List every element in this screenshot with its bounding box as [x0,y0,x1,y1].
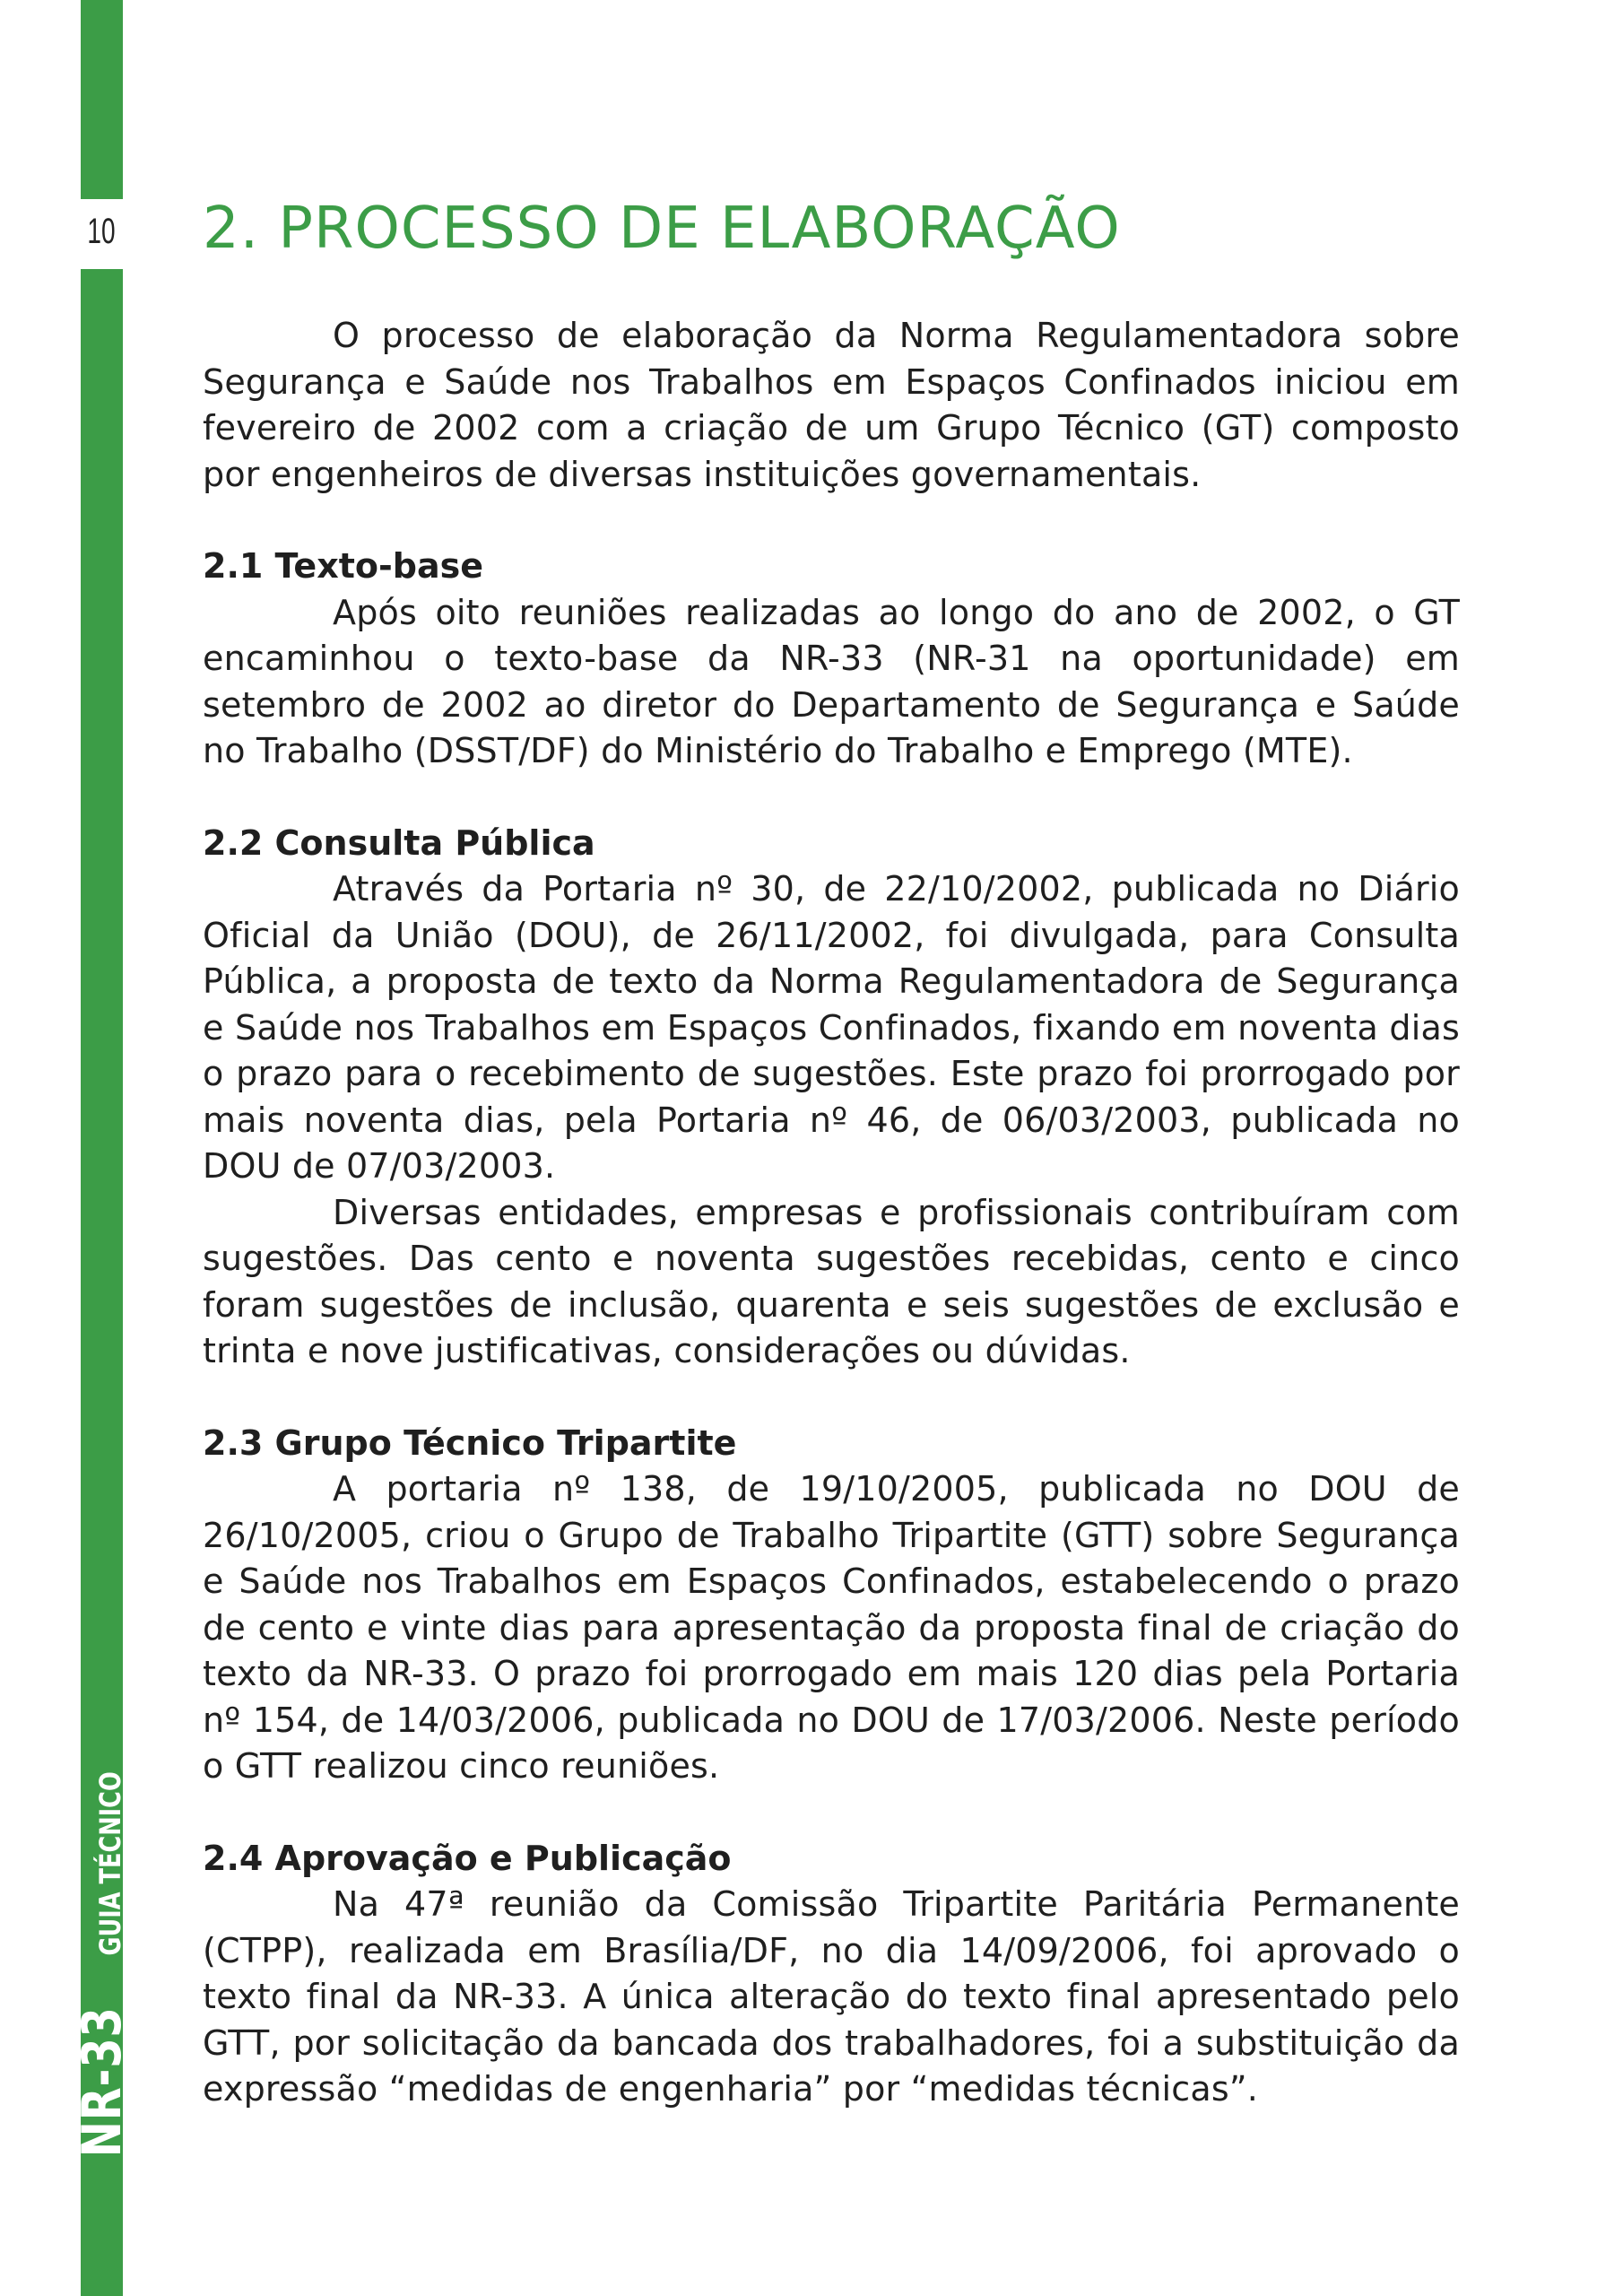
section-heading-2-4: 2.4 Aprovação e Publicação [203,1838,732,1878]
section-2-1-paragraph: Após oito reuniões realizadas ao longo do ano de 2002, o GT encaminhou o texto-base da NR-33 (NR-31 na oportunidade) em setembro de 2002 ao diretor do Departamento de Segurança e Saúde no Trabalho (DSST/DF) do Ministério do Trabalho e Emprego (MTE). [203,592,1460,770]
section-2-3-paragraph: A portaria nº 138, de 19/10/2005, publicada no DOU de 26/10/2005, criou o Grupo de Trabalho Tripartite (GTT) sobre Segurança e Saúde nos Trabalhos em Espaços Confinados, estabelecendo o prazo de cento e vinte dias para apresentação da proposta final de criação do texto da NR-33. O prazo foi prorrogado em mais 120 dias pela Portaria nº 154, de 14/03/2006, publicada no DOU de 17/03/2006. Neste período o GTT realizou cinco reuniões. [203,1469,1460,1786]
section-2-2-paragraph-1: Através da Portaria nº 30, de 22/10/2002, publicada no Diário Oficial da União (DOU), de 26/11/2002, foi divulgada, para Consulta Pública, a proposta de texto da Norma Regulamentadora de Segurança e Saúde nos Trabalhos em Espaços Confinados, fixando em noventa dias o prazo para o recebimento de sugestões. Este prazo foi prorrogado por mais noventa dias, pela Portaria nº 46, de 06/03/2003, publicada no DOU de 07/03/2003. [203,869,1460,1186]
main-content [203,193,1460,2113]
section-2-2-paragraph-2: Diversas entidades, empresas e profissionais contribuíram com sugestões. Das cento e noventa sugestões recebidas, cento e cinco foram sugestões de inclusão, quarenta e seis sugestões de exclusão e trinta e nove justificativas, considerações ou dúvidas. [203,1192,1460,1370]
sidebar-vertical-label [70,1771,134,2158]
section-heading-2-3: 2.3 Grupo Técnico Tripartite [203,1422,737,1463]
sidebar-label-guide: GUIA TÉCNICO [92,1771,127,1956]
section-heading-2-2: 2.2 Consulta Pública [203,822,595,863]
sidebar-label-nr: NR-33 [70,2006,134,2158]
section-2-4-paragraph: Na 47ª reunião da Comissão Tripartite Paritária Permanente (CTPP), realizada em Brasília/DF, no dia 14/09/2006, foi aprovado o texto final da NR-33. A única alteração do texto final apresentado pelo GTT, por solicitação da bancada dos trabalhadores, foi a substituição da expressão “medidas de engenharia” por “medidas técnicas”. [203,1884,1460,2109]
sidebar-top-bar [81,0,123,199]
page-title: 2. PROCESSO DE ELABORAÇÃO [203,196,1121,262]
page-number: 10 [87,212,116,251]
section-heading-2-1: 2.1 Texto-base [203,546,483,586]
intro-paragraph: O processo de elaboração da Norma Regulamentadora sobre Segurança e Saúde nos Trabalhos em Espaços Confinados iniciou em fevereiro de 2002 com a criação de um Grupo Técnico (GT) composto por engenheiros de diversas instituições governamentais. [203,316,1460,494]
